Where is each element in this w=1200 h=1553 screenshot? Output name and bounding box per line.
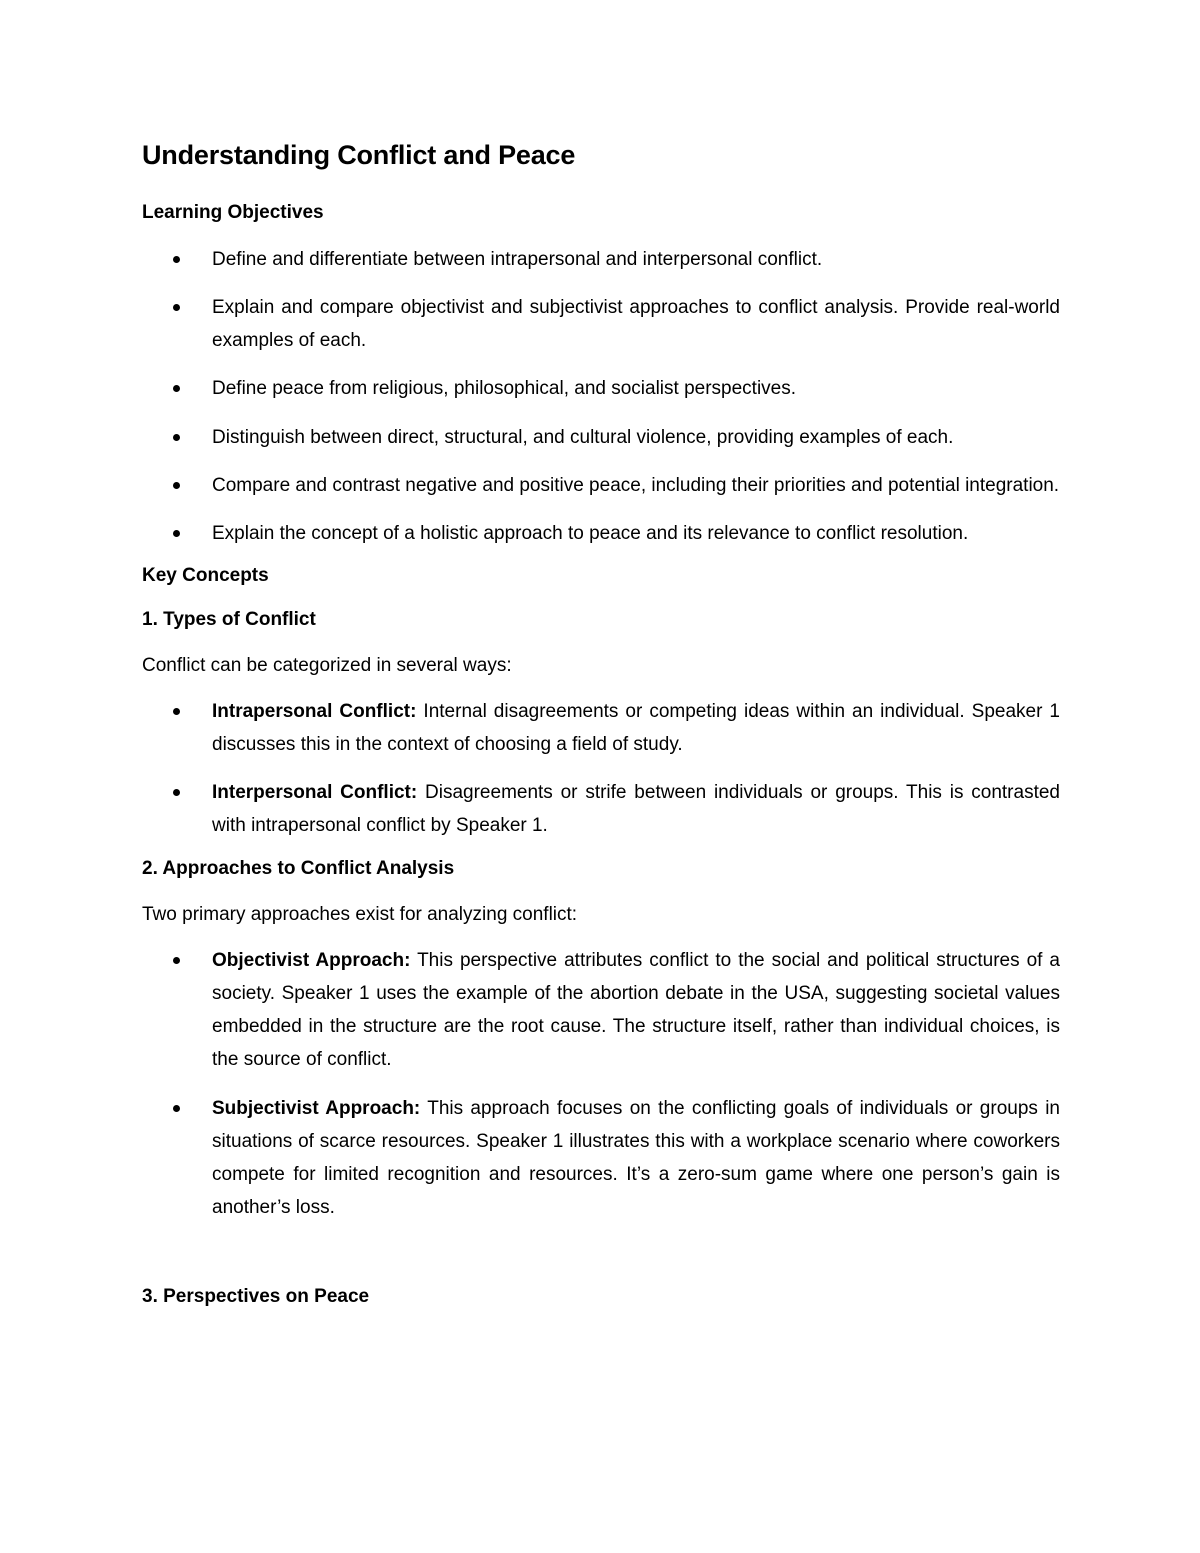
document-page	[142, 138, 1060, 1310]
key-concepts-heading: Key Concepts	[142, 565, 269, 587]
bullet-icon	[173, 789, 180, 796]
list-item: Define peace from religious, philosophical, and socialist perspectives.	[142, 372, 1060, 405]
bullet-icon	[173, 957, 180, 964]
approaches-intro: Two primary approaches exist for analyzing conflict:	[142, 904, 578, 926]
bullet-icon	[173, 708, 180, 715]
bullet-icon	[173, 304, 180, 311]
types-of-conflict-list	[142, 695, 1060, 843]
term-label: Subjectivist Approach:	[212, 1097, 421, 1119]
bullet-icon	[173, 434, 180, 441]
learning-objectives-heading: Learning Objectives	[142, 202, 324, 224]
bullet-icon	[173, 385, 180, 392]
learning-objectives-list	[142, 243, 1060, 551]
list-item: Define and differentiate between intrapersonal and interpersonal conflict.	[142, 243, 1060, 276]
list-item: Objectivist Approach: This perspective attributes conflict to the social and political structures of a society. Speaker 1 uses the example of the abortion debate in the USA, suggesting societal values embedded in the structure are the root cause. The structure itself, rather than individual choices, is the source of conflict.	[142, 944, 1060, 1077]
list-item: Distinguish between direct, structural, and cultural violence, providing examples of each.	[142, 421, 1060, 454]
list-item: Compare and contrast negative and positive peace, including their priorities and potential integration.	[142, 469, 1060, 502]
list-item: Explain the concept of a holistic approach to peace and its relevance to conflict resolution.	[142, 517, 1060, 550]
list-item: Interpersonal Conflict: Disagreements or strife between individuals or groups. This is contrasted with intrapersonal conflict by Speaker 1.	[142, 776, 1060, 843]
perspectives-on-peace-heading: 3. Perspectives on Peace	[142, 1285, 370, 1307]
bullet-icon	[173, 256, 180, 263]
list-item: Explain and compare objectivist and subjectivist approaches to conflict analysis. Provide real-world examples of each.	[142, 291, 1060, 358]
approaches-list	[142, 944, 1060, 1225]
term-label: Objectivist Approach:	[212, 949, 411, 971]
types-of-conflict-heading: 1. Types of Conflict	[142, 608, 316, 630]
term-label: Interpersonal Conflict:	[212, 782, 418, 804]
document-title: Understanding Conflict and Peace	[142, 140, 576, 170]
term-label: Intrapersonal Conflict:	[212, 700, 417, 722]
bullet-icon	[173, 482, 180, 489]
approaches-heading: 2. Approaches to Conflict Analysis	[142, 857, 455, 879]
types-of-conflict-intro: Conflict can be categorized in several ways:	[142, 655, 512, 677]
list-item: Intrapersonal Conflict: Internal disagreements or competing ideas within an individual. Speaker 1 discusses this in the context of choosing a field of study.	[142, 695, 1060, 762]
bullet-icon	[173, 1105, 180, 1112]
bullet-icon	[173, 530, 180, 537]
list-item: Subjectivist Approach: This approach focuses on the conflicting goals of individuals or groups in situations of scarce resources. Speaker 1 illustrates this with a workplace scenario where coworkers compete for limited recognition and resources. It’s a zero-sum game where one person’s gain is another’s loss.	[142, 1092, 1060, 1225]
